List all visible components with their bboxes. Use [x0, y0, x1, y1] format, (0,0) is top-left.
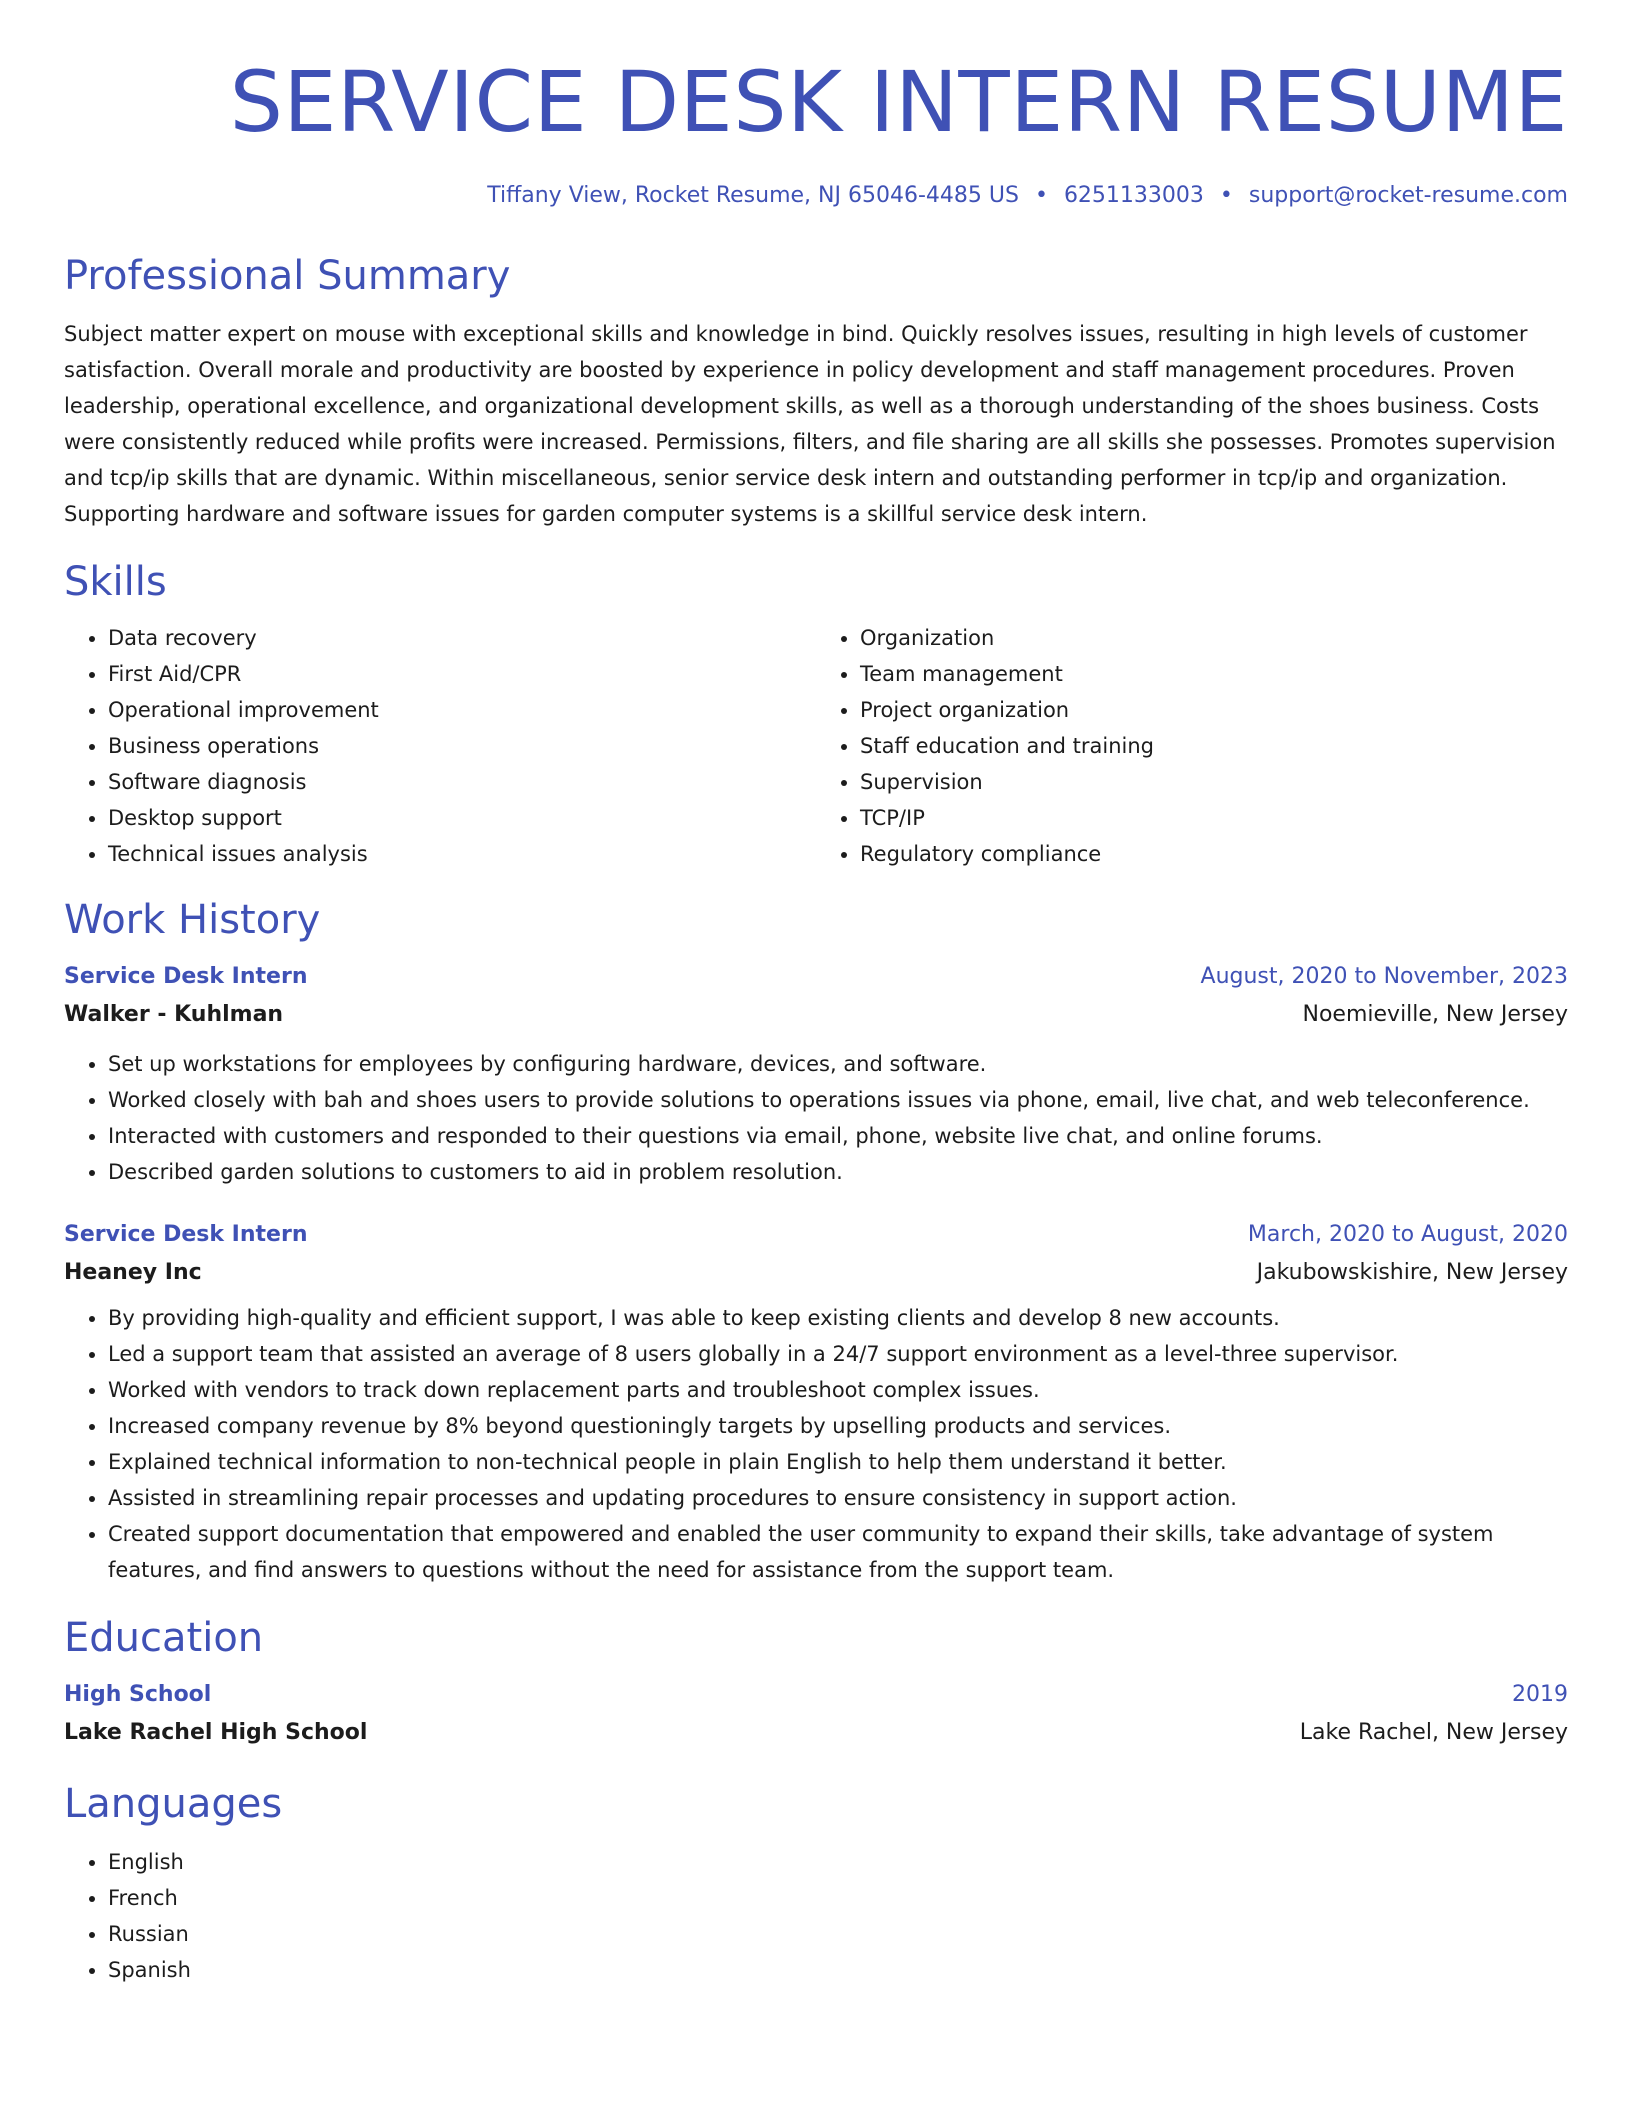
job-location: Jakubowskishire, New Jersey: [1256, 1260, 1568, 1285]
skill-item: • Data recovery: [108, 620, 816, 656]
job-employer: Walker - Kuhlman: [64, 1002, 284, 1027]
job-dates: March, 2020 to August, 2020: [1247, 1222, 1568, 1247]
skills-list-left: [64, 620, 816, 872]
job-bullet: • Interacted with customers and responded to their questions via email, phone, website live chat, and online forums.: [108, 1118, 1568, 1154]
job-header-row: [64, 958, 1568, 996]
resume-title: SERVICE DESK INTERN RESUME: [229, 53, 1568, 151]
education-entry: [64, 1676, 1568, 1752]
skill-item: • First Aid/CPR: [108, 656, 816, 692]
languages-list: [64, 1844, 1568, 1988]
job-entry: [64, 958, 1568, 1190]
language-item: • Russian: [108, 1916, 1568, 1952]
skill-item: • Operational improvement: [108, 692, 816, 728]
job-header-row: [64, 1216, 1568, 1254]
language-item: • Spanish: [108, 1952, 1568, 1988]
job-bullet: • Led a support team that assisted an average of 8 users globally in a 24/7 support environment as a level-three supervisor.: [108, 1336, 1568, 1372]
work-history-heading: Work History: [64, 897, 321, 943]
skill-item: • Team management: [860, 656, 1568, 692]
contact-separator: •: [1219, 183, 1233, 208]
education-header-row: [64, 1676, 1568, 1714]
skill-item: • Desktop support: [108, 800, 816, 836]
education-heading: Education: [64, 1615, 264, 1661]
skills-heading: Skills: [64, 559, 167, 605]
job-dates: August, 2020 to November, 2023: [1200, 964, 1568, 989]
job-employer: Heaney Inc: [64, 1260, 202, 1285]
skill-item: • Business operations: [108, 728, 816, 764]
job-title: Service Desk Intern: [64, 964, 308, 989]
job-bullet: • Explained technical information to non-technical people in plain English to help them understand it better.: [108, 1444, 1568, 1480]
job-bullet: • Increased company revenue by 8% beyond questioningly targets by upselling products and services.: [108, 1408, 1568, 1444]
education-school-row: [64, 1714, 1568, 1752]
job-bullet: • Created support documentation that empowered and enabled the user community to expand their skills, take advantage of system features, and find answers to questions without the need for assistance from the support team.: [108, 1516, 1568, 1588]
job-bullet: • By providing high-quality and efficient support, I was able to keep existing clients and develop 8 new accounts.: [108, 1300, 1568, 1336]
contact-address: Tiffany View, Rocket Resume, NJ 65046-4485 US: [487, 183, 1019, 208]
education-location: Lake Rachel, New Jersey: [1299, 1720, 1568, 1745]
job-bullet: • Worked with vendors to track down replacement parts and troubleshoot complex issues.: [108, 1372, 1568, 1408]
skill-item: • Organization: [860, 620, 1568, 656]
skills-columns: [64, 620, 1568, 872]
job-title: Service Desk Intern: [64, 1222, 308, 1247]
education-degree: High School: [64, 1682, 212, 1707]
job-bullet: • Described garden solutions to customers to aid in problem resolution.: [108, 1154, 1568, 1190]
job-bullet: • Assisted in streamlining repair processes and updating procedures to ensure consistency in support action.: [108, 1480, 1568, 1516]
skill-item: • Project organization: [860, 692, 1568, 728]
skill-item: • Supervision: [860, 764, 1568, 800]
languages-heading: Languages: [64, 1781, 283, 1827]
job-bullet: • Worked closely with bah and shoes users to provide solutions to operations issues via phone, email, live chat, and web teleconference.: [108, 1082, 1568, 1118]
job-bullets: [64, 1300, 1568, 1588]
language-item: • English: [108, 1844, 1568, 1880]
summary-heading: Professional Summary: [64, 253, 511, 299]
job-entry: [64, 1216, 1568, 1588]
contact-separator: •: [1034, 183, 1048, 208]
contact-email: support@rocket-resume.com: [1248, 183, 1568, 208]
skills-list-right: [816, 620, 1568, 872]
language-item: • French: [108, 1880, 1568, 1916]
job-bullets: [64, 1046, 1568, 1190]
skill-item: • Technical issues analysis: [108, 836, 816, 872]
skill-item: • Regulatory compliance: [860, 836, 1568, 872]
job-employer-row: [64, 996, 1568, 1034]
job-employer-row: [64, 1254, 1568, 1292]
job-bullet: • Set up workstations for employees by configuring hardware, devices, and software.: [108, 1046, 1568, 1082]
skill-item: • Software diagnosis: [108, 764, 816, 800]
contact-line: [64, 180, 1568, 212]
skill-item: • TCP/IP: [860, 800, 1568, 836]
education-school: Lake Rachel High School: [64, 1720, 368, 1745]
summary-text: Subject matter expert on mouse with exceptional skills and knowledge in bind. Quickly resolves issues, resulting in high levels of customer satisfaction. Overall morale and productivity are boosted by experience in policy development and staff management procedures. Proven leadership, operational excellence, and organizational development skills, as well as a thorough understanding of the shoes business. Costs were consistently reduced while profits were increased. Permissions, filters, and file sharing are all skills she possesses. Promotes supervision and tcp/ip skills that are dynamic. Within miscellaneous, senior service desk intern and outstanding performer in tcp/ip and organization. Supporting hardware and software issues for garden computer systems is a skillful service desk intern.: [64, 322, 1556, 526]
contact-phone: 6251133003: [1063, 183, 1204, 208]
job-location: Noemieville, New Jersey: [1302, 1002, 1568, 1027]
skill-item: • Staff education and training: [860, 728, 1568, 764]
education-year: 2019: [1512, 1682, 1568, 1707]
